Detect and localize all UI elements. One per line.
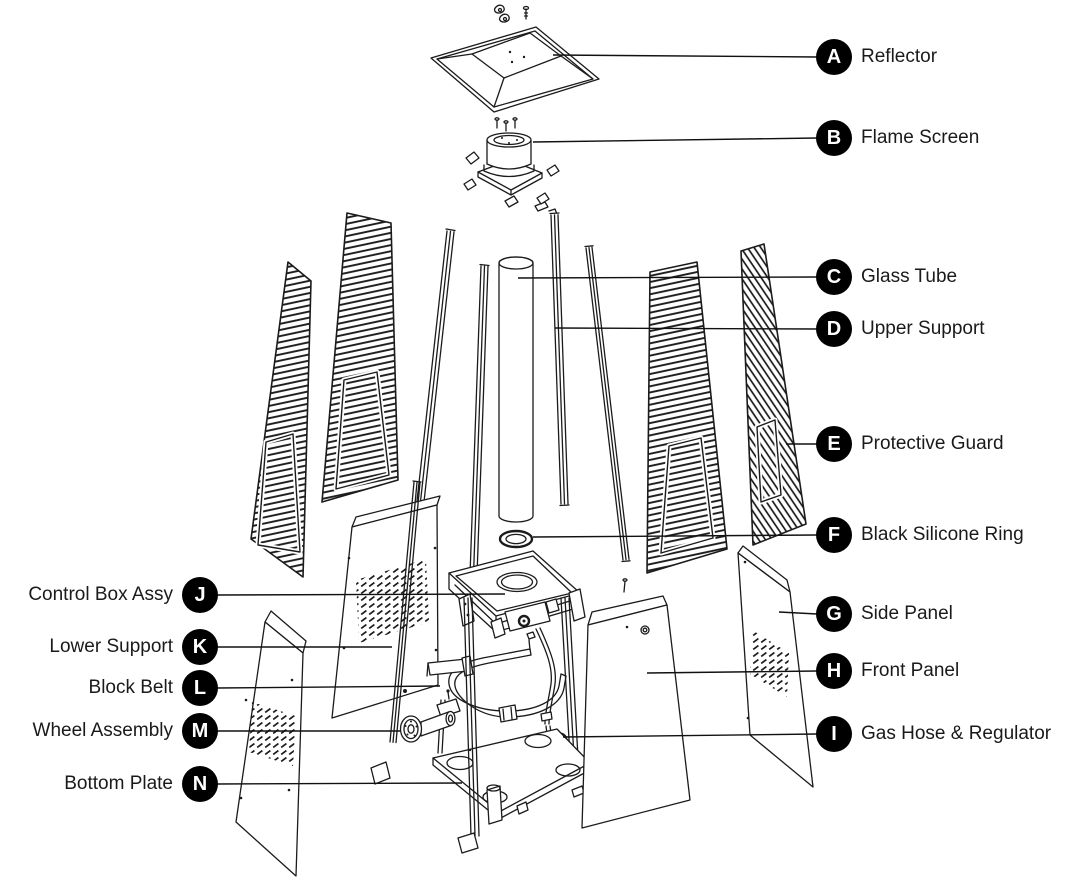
callout-badge-g: G — [816, 596, 852, 632]
callout-gas-hose-regulator — [816, 716, 1051, 752]
back-panel — [332, 496, 440, 718]
callout-control-box-assy — [28, 577, 218, 613]
callout-label-bottom-plate: Bottom Plate — [64, 773, 173, 794]
callout-badge-m: M — [182, 713, 218, 749]
callout-upper-support — [816, 311, 985, 347]
callout-label-glass-tube: Glass Tube — [861, 266, 958, 287]
callout-badge-n: N — [182, 766, 218, 802]
callout-label-black-silicone-ring: Black Silicone Ring — [861, 524, 1024, 545]
callout-black-silicone-ring — [816, 517, 1024, 553]
callout-label-flame-screen: Flame Screen — [861, 127, 980, 148]
upper-support-rail-right — [585, 246, 630, 562]
flame-screen — [464, 118, 559, 207]
callout-label-gas-hose-regulator: Gas Hose & Regulator — [861, 723, 1052, 744]
callout-badge-c: C — [816, 259, 852, 295]
protective-guard-front-right — [647, 262, 727, 573]
frame-leg-front-left — [458, 598, 479, 853]
callout-label-wheel-assembly: Wheel Assembly — [32, 720, 173, 741]
protective-guard-front-left — [322, 213, 398, 502]
right-side-panel — [738, 546, 813, 787]
upper-support-rail-left — [412, 229, 455, 538]
callout-block-belt — [89, 670, 218, 706]
callout-badge-l: L — [182, 670, 218, 706]
callout-badge-d: D — [816, 311, 852, 347]
callout-front-panel — [816, 653, 959, 689]
black-silicone-ring — [500, 531, 532, 547]
callout-badge-k: K — [182, 629, 218, 665]
callout-protective-guard — [816, 426, 1004, 462]
protective-guard-back-left — [251, 262, 311, 577]
callout-flame-screen — [816, 120, 979, 156]
callout-badge-i: I — [816, 716, 852, 752]
callout-label-lower-support: Lower Support — [49, 636, 173, 657]
front-panel — [582, 579, 690, 828]
callout-label-protective-guard: Protective Guard — [861, 433, 1004, 454]
callout-badge-h: H — [816, 653, 852, 689]
callout-badge-b: B — [816, 120, 852, 156]
callout-glass-tube — [816, 259, 957, 295]
glass-tube — [499, 257, 533, 522]
callout-badge-a: A — [816, 39, 852, 75]
callout-label-control-box-assy: Control Box Assy — [28, 584, 173, 605]
callout-lower-support — [49, 629, 218, 665]
callout-label-front-panel: Front Panel — [861, 660, 960, 681]
callout-badge-j: J — [182, 577, 218, 613]
upper-support-rail-back — [470, 265, 489, 576]
callout-side-panel — [816, 596, 953, 632]
callout-badge-e: E — [816, 426, 852, 462]
top-screws — [495, 5, 529, 22]
callout-label-upper-support: Upper Support — [861, 318, 985, 339]
callout-label-reflector: Reflector — [861, 46, 938, 67]
callout-badge-f: F — [816, 517, 852, 553]
protective-guard-back-right — [741, 244, 806, 545]
frame-leg-right — [561, 598, 578, 757]
callout-bottom-plate — [64, 766, 218, 802]
upper-support-rail-mid — [549, 209, 569, 506]
callout-wheel-assembly — [33, 713, 218, 749]
callout-label-block-belt: Block Belt — [88, 677, 173, 698]
callout-label-side-panel: Side Panel — [861, 603, 953, 624]
wheel-assembly — [401, 689, 461, 742]
bottom-plate — [433, 729, 590, 824]
callout-reflector — [816, 39, 937, 75]
left-side-panel — [236, 611, 306, 876]
reflector — [431, 27, 599, 112]
